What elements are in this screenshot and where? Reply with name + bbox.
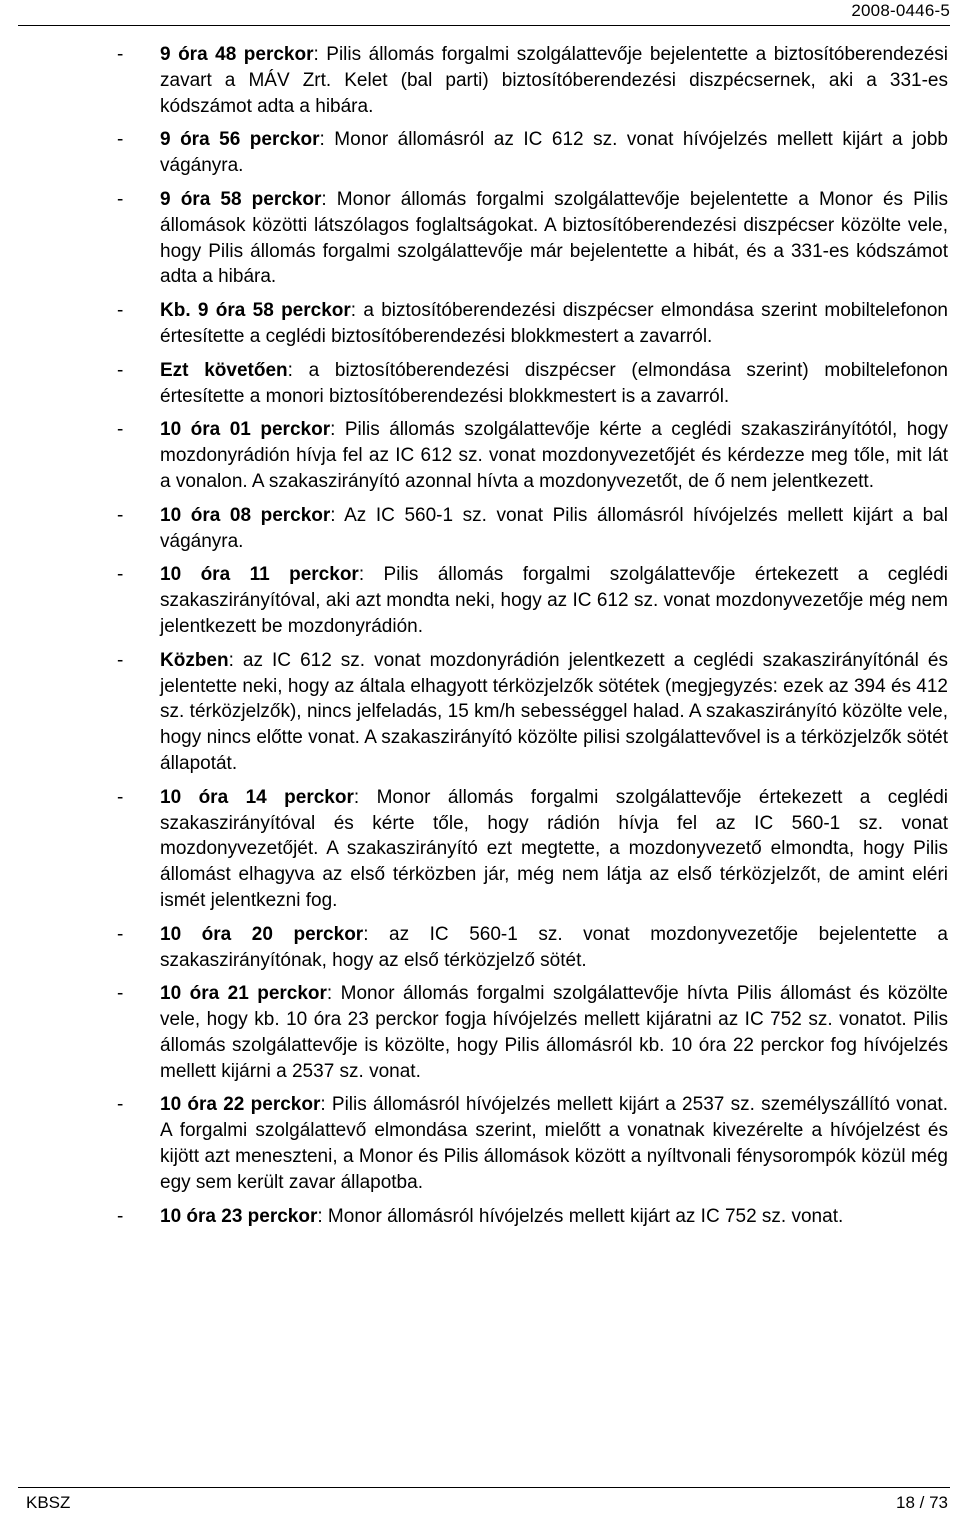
list-bullet: - bbox=[117, 44, 124, 65]
list-bullet: - bbox=[117, 188, 124, 210]
list-bullet: - bbox=[117, 419, 124, 441]
timeline-entry bbox=[0, 648, 960, 777]
timeline-entry bbox=[0, 981, 960, 1084]
list-bullet: - bbox=[117, 1205, 124, 1227]
list-bullet: - bbox=[117, 786, 124, 808]
entry-time: 10 óra 01 perckor bbox=[160, 419, 331, 441]
list-bullet: - bbox=[117, 129, 124, 151]
list-bullet: - bbox=[117, 359, 124, 381]
list-bullet: - bbox=[117, 564, 124, 586]
timeline-entry bbox=[0, 503, 960, 555]
timeline-entry bbox=[0, 358, 960, 410]
list-bullet: - bbox=[117, 300, 124, 322]
timeline-entry bbox=[0, 298, 960, 350]
entry-text: : Pilis állomásról hívójelzés mellett kijárt a 2537 sz. személyszállító vonat. A forgalmi szolgálattevő elmondása szerint, mielőtt a vonatnak kivezérelte a hívójelzést és kijött azt meneszteni, a Monor és Pilis állomások között a nyíltvonali fénysorompók közül még egy sem került zavar állapotba. bbox=[160, 1094, 948, 1193]
entry-text: : az IC 560-1 sz. vonat mozdonyvezetője bejelentette a szakaszirányítónak, hogy az első térközjelző sötét. bbox=[160, 923, 949, 971]
entry-time: 10 óra 21 perckor bbox=[160, 983, 327, 1005]
list-bullet: - bbox=[117, 649, 124, 671]
list-bullet: - bbox=[117, 504, 124, 526]
list-bullet: - bbox=[117, 923, 124, 945]
timeline-entry bbox=[0, 1092, 960, 1195]
entry-text: : a biztosítóberendezési diszpécser (elmondása szerint) mobiltelefonon értesítette a monori biztosítóberendezési blokkmestert is a zavarról. bbox=[160, 359, 948, 407]
entry-time: 10 óra 20 perckor bbox=[160, 923, 364, 945]
timeline-entry bbox=[0, 562, 960, 639]
timeline-entry bbox=[0, 417, 960, 494]
entry-time: Közben bbox=[160, 649, 229, 671]
entry-text: : Monor állomás forgalmi szolgálattevője hívta Pilis állomást és közölte vele, hogy kb. 10 óra 23 perckor fogja hívójelzés mellett kijáratni az IC 752 sz. vonatot. Pilis állomás szolgálattevője is közölte, hogy Pilis állomásról kb. 10 óra 22 perckor fog hívójelzés mellett kijárni a 2537 sz. vonat. bbox=[160, 983, 948, 1082]
entry-time: 10 óra 08 perckor bbox=[160, 504, 331, 526]
entry-text: : Pilis állomás szolgálattevője kérte a ceglédi szakaszirányítótól, hogy mozdonyrádión hívja fel az IC 612 sz. vonat mozdonyvezetőjét és kérdezze meg tőle, mit lát a vonalon. A szakaszirányító azonnal hívta a mozdonyvezetőt, de ő nem jelentkezett. bbox=[160, 419, 949, 492]
entry-text: : Monor állomásról hívójelzés mellett kijárt az IC 752 sz. vonat. bbox=[317, 1205, 844, 1227]
entry-time: 9 óra 48 perckor bbox=[160, 44, 314, 65]
entry-time: Ezt követően bbox=[160, 359, 288, 381]
entry-time: 10 óra 11 perckor bbox=[160, 564, 359, 586]
entry-time: Kb. 9 óra 58 perckor bbox=[160, 300, 351, 322]
event-timeline bbox=[0, 42, 960, 1237]
timeline-entry bbox=[0, 1204, 960, 1230]
timeline-entry bbox=[0, 922, 960, 974]
footer-organization: KBSZ bbox=[26, 1493, 71, 1512]
timeline-entry bbox=[0, 42, 960, 119]
entry-time: 10 óra 22 perckor bbox=[160, 1094, 321, 1116]
list-bullet: - bbox=[117, 1094, 124, 1116]
entry-time: 9 óra 58 perckor bbox=[160, 188, 322, 210]
entry-text: : Pilis állomás forgalmi szolgálattevője értekezett a ceglédi szakaszirányítóval, aki azt mondta neki, hogy az IC 612 sz. vonat mozdonyvezetője még nem jelentkezett be mozdonyrádión. bbox=[160, 564, 948, 637]
entry-text: : az IC 612 sz. vonat mozdonyrádión jelentkezett a ceglédi szakaszirányítónál és jelentette neki, hogy az általa elhagyott térközjelzők sötétek (megjegyzés: ezek az 394 és 412 sz. térközjelzők), nincs jelfeladás, 15 km/h sebességgel halad. A szakaszirányító közölte vele, hogy nincs előtte vonat. A szakaszirányító közölte pilisi szolgálattevővel is a térközjelzők sötét állapotát. bbox=[160, 649, 948, 774]
entry-time: 9 óra 56 perckor bbox=[160, 129, 320, 151]
entry-text: : Az IC 560-1 sz. vonat Pilis állomásról hívójelzés mellett kijárt a bal vágányra. bbox=[160, 504, 948, 552]
timeline-entry bbox=[0, 187, 960, 290]
entry-text: : Pilis állomás forgalmi szolgálattevője bejelentette a biztosítóberendezési zavart a MÁV Zrt. Kelet (bal parti) biztosítóberendezési diszpécsernek, aki a 331-es kódszámot adta a hibára. bbox=[160, 44, 948, 117]
entry-text: : Monor állomás forgalmi szolgálattevője bejelentette a Monor és Pilis állomások közötti látszólagos foglaltságokat. A biztosítóberendezési diszpécser közölte vele, hogy Pilis állomás forgalmi szolgálattevője már bejelentette a hibát, és a 331-es kódszámot adta a hibára. bbox=[160, 188, 949, 288]
entry-time: 10 óra 14 perckor bbox=[160, 786, 354, 808]
timeline-entry bbox=[0, 785, 960, 914]
timeline-entry bbox=[0, 127, 960, 179]
entry-text: : a biztosítóberendezési diszpécser elmondása szerint mobiltelefonon értesítette a ceglédi biztosítóberendezési blokkmestert a zavarról. bbox=[160, 300, 948, 347]
document-id: 2008-0446-5 bbox=[851, 1, 950, 20]
entry-text: : Monor állomásról az IC 612 sz. vonat hívójelzés mellett kijárt a jobb vágányra. bbox=[160, 129, 948, 177]
entry-text: : Monor állomás forgalmi szolgálattevője értekezett a ceglédi szakaszirányítóval és kérte tőle, hogy rádión hívja fel az IC 560-1 sz. vonat mozdonyvezetőjét. A szakaszirányító ezt megtette, a mozdonyvezető elmondta, hogy Pilis állomást elhagyva az első térközben jár, még nem látja az első térközjelzőt, de amint eléri ismét jelentkezni fog. bbox=[160, 786, 949, 911]
page-number: 18 / 73 bbox=[896, 1493, 948, 1512]
entry-time: 10 óra 23 perckor bbox=[160, 1205, 318, 1227]
list-bullet: - bbox=[117, 983, 124, 1005]
header-divider bbox=[18, 25, 950, 26]
footer-divider bbox=[18, 1487, 950, 1488]
